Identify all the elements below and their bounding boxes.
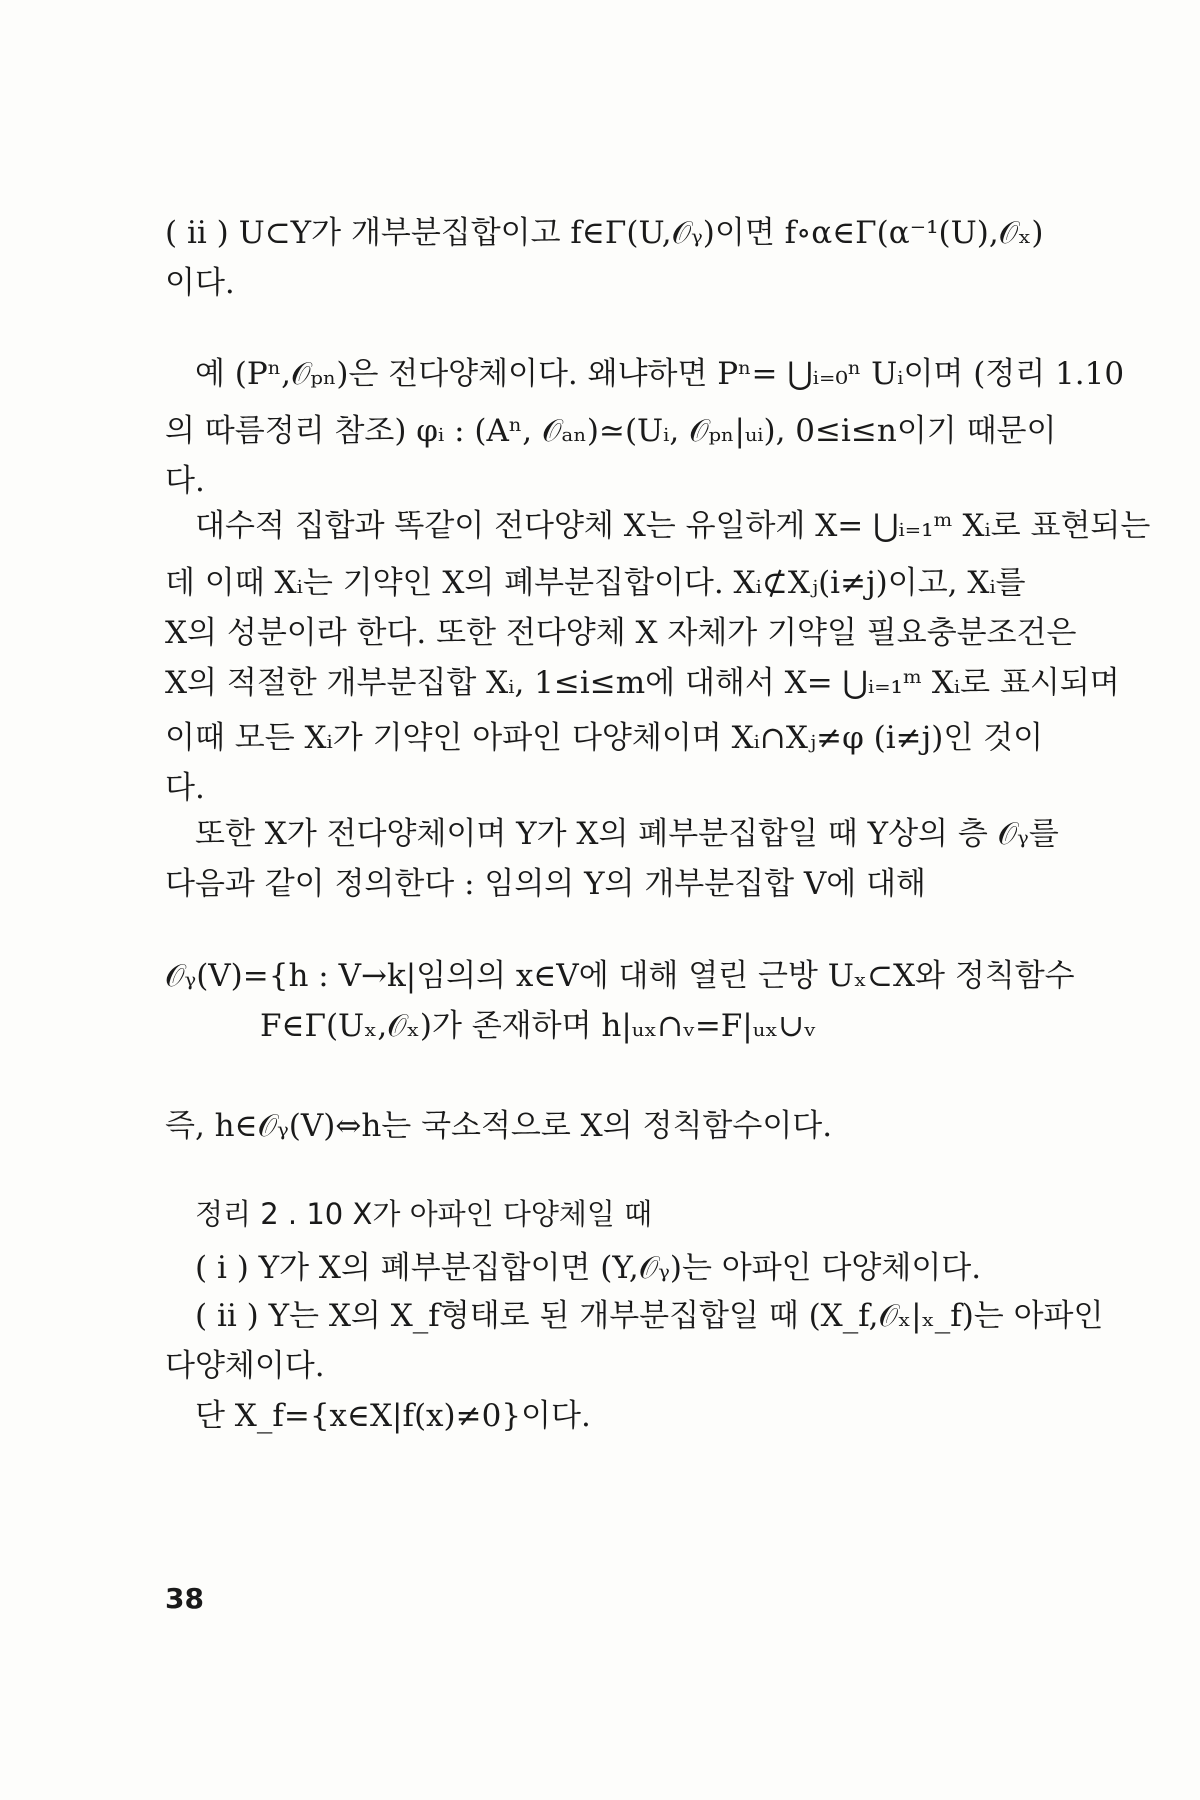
theorem-statement-ii-line-2: 다양체이다. xyxy=(165,1348,325,1384)
theorem-heading: 정리 2 . 10 X가 아파인 다양체일 때 xyxy=(195,1197,653,1231)
statement-ii-line-2: 이다. xyxy=(165,265,235,301)
paragraph-2-line-2: 다음과 같이 정의한다 : 임의의 Y의 개부분집합 V에 대해 xyxy=(165,866,926,902)
equivalence-line: 즉, h∈𝒪ᵧ(V)⇔h는 국소적으로 X의 정칙함수이다. xyxy=(165,1108,833,1144)
definition-line-2: F∈Γ(Uₓ,𝒪ₓ)가 존재하며 h|ᵤₓ∩ᵥ=F|ᵤₓ∪ᵥ xyxy=(260,1008,816,1044)
paragraph-1-line-6: 다. xyxy=(165,770,205,806)
theorem-statement-ii-line-1: ( ii ) Y는 X의 X_f형태로 된 개부분집합일 때 (X_f,𝒪ₓ|ₓ_f)는 아파인 xyxy=(195,1298,1104,1334)
page-number: 38 xyxy=(165,1582,204,1615)
paragraph-1-line-5: 이때 모든 Xᵢ가 기약인 아파인 다양체이며 Xᵢ∩Xⱼ≠φ (i≠j)인 것이 xyxy=(165,720,1044,756)
theorem-condition-line: 단 X_f={x∈X|f(x)≠0}이다. xyxy=(195,1398,591,1434)
paragraph-1-line-4: X의 적절한 개부분집합 Xᵢ, 1≤i≤m에 대해서 X= ⋃ᵢ₌₁ᵐ Xᵢ로 표시되며 xyxy=(165,665,1120,701)
paragraph-1-line-3: X의 성분이라 한다. 또한 전다양체 X 자체가 기약일 필요충분조건은 xyxy=(165,615,1077,651)
paragraph-2-line-1: 또한 X가 전다양체이며 Y가 X의 폐부분집합일 때 Y상의 층 𝒪ᵧ를 xyxy=(195,816,1059,852)
example-line-2: 의 따름정리 참조) φᵢ : (Aⁿ, 𝒪ₐₙ)≃(Uᵢ, 𝒪ₚₙ|ᵤᵢ), 0≤i≤n이기 때문이 xyxy=(165,413,1057,449)
statement-ii-line-1: ( ii ) U⊂Y가 개부분집합이고 f∈Γ(U,𝒪ᵧ)이면 f∘α∈Γ(α⁻¹(U),𝒪ₓ) xyxy=(165,215,1044,251)
definition-line-1: 𝒪ᵧ(V)={h : V→k|임의의 x∈V에 대해 열린 근방 Uₓ⊂X와 정칙함수 xyxy=(165,958,1075,994)
example-line-3: 다. xyxy=(165,463,205,499)
paragraph-1-line-1: 대수적 집합과 똑같이 전다양체 X는 유일하게 X= ⋃ᵢ₌₁ᵐ Xᵢ로 표현되는 xyxy=(195,508,1151,544)
paragraph-1-line-2: 데 이때 Xᵢ는 기약인 X의 폐부분집합이다. Xᵢ⊄Xⱼ(i≠j)이고, Xᵢ를 xyxy=(165,565,1026,601)
theorem-statement-i: ( i ) Y가 X의 폐부분집합이면 (Y,𝒪ᵧ)는 아파인 다양체이다. xyxy=(195,1250,982,1286)
example-line-1: 예 (Pⁿ,𝒪ₚₙ)은 전다양체이다. 왜냐하면 Pⁿ= ⋃ᵢ₌₀ⁿ Uᵢ이며 (정리 1.10 xyxy=(195,356,1125,392)
